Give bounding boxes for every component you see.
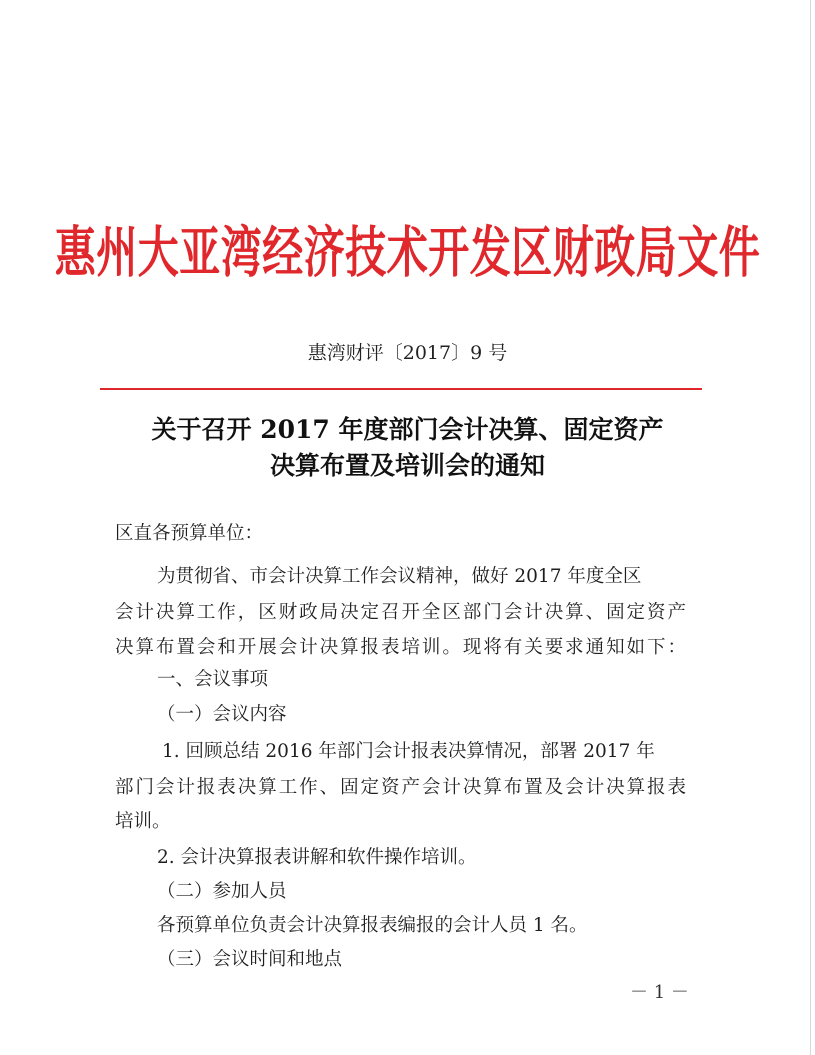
notice-title-line-1: 关于召开 2017 年度部门会计决算、固定资产 xyxy=(151,415,664,444)
intro-line-3: 决算布置会和开展会计决算报表培训。现将有关要求通知如下： xyxy=(115,637,686,658)
red-divider-line xyxy=(100,388,702,390)
item-1-line-2: 部门会计报表决算工作、固定资产会计决算布置及会计决算报表 xyxy=(115,777,686,798)
document-number: 惠湾财评〔2017〕9 号 xyxy=(307,342,508,364)
issuer-header-title: 惠州大亚湾经济技术开发区财政局文件 xyxy=(54,220,761,285)
subheading-time-and-place: （三）会议时间和地点 xyxy=(157,949,343,970)
page-number: － 1 － xyxy=(630,982,689,1003)
item-1-line-1: 1. 回顾总结 2016 年部门会计报表决算情况，部署 2017 年 xyxy=(162,741,655,762)
item-1-line-3: 培训。 xyxy=(115,811,171,832)
item-2: 2. 会计决算报表讲解和软件操作培训。 xyxy=(157,847,477,868)
participants-text: 各预算单位负责会计决算报表编报的会计人员 1 名。 xyxy=(157,915,588,936)
notice-title-line-2: 决算布置及培训会的通知 xyxy=(269,451,545,480)
subheading-participants: （二）参加人员 xyxy=(157,881,287,902)
scan-edge-line xyxy=(810,0,811,1055)
section-heading-meeting-matters: 一、会议事项 xyxy=(157,669,269,690)
subheading-meeting-content: （一）会议内容 xyxy=(157,704,287,725)
notice-title xyxy=(0,412,815,484)
salutation: 区直各预算单位： xyxy=(115,523,264,544)
intro-line-1: 为贯彻省、市会计决算工作会议精神，做好 2017 年度全区 xyxy=(157,566,642,587)
intro-line-2: 会计决算工作，区财政局决定召开全区部门会计决算、固定资产 xyxy=(115,602,686,623)
